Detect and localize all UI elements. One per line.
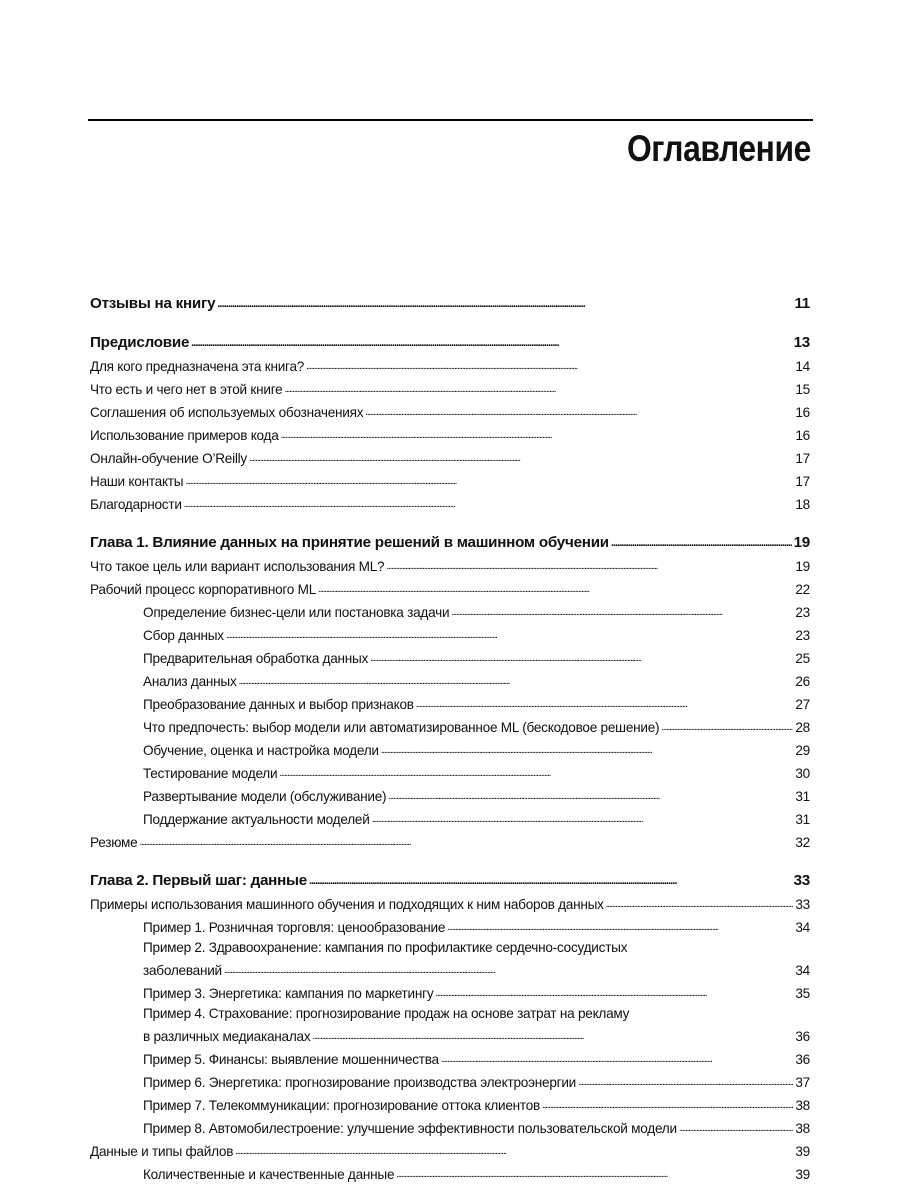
toc-page-number: 39 <box>795 1144 810 1159</box>
toc-entry-title: Отзывы на книгу <box>90 295 216 312</box>
dot-leader <box>279 761 793 784</box>
toc-page-number: 27 <box>795 697 810 712</box>
toc-page-number: 31 <box>795 812 810 827</box>
section-gap <box>90 315 810 331</box>
table-of-contents <box>90 292 810 1185</box>
toc-entry-title: Примеры использования машинного обучения и подходящих к ним наборов данных <box>90 897 604 912</box>
toc-entry-title: Пример 5. Финансы: выявление мошенничества <box>143 1052 439 1067</box>
dot-leader <box>542 1093 793 1116</box>
toc-subentry[interactable] <box>90 981 810 1004</box>
toc-entry[interactable] <box>90 423 810 446</box>
toc-subentry[interactable] <box>90 646 810 669</box>
dot-leader <box>284 377 793 400</box>
dot-leader <box>224 958 793 981</box>
dot-leader <box>386 554 793 577</box>
toc-page-number: 36 <box>795 1029 810 1044</box>
toc-page-number: 26 <box>795 674 810 689</box>
toc-entry[interactable] <box>90 492 810 515</box>
dot-leader <box>388 784 793 807</box>
toc-page-number: 36 <box>795 1052 810 1067</box>
toc-entry[interactable] <box>90 554 810 577</box>
dot-leader <box>312 1024 793 1047</box>
toc-entry[interactable] <box>90 830 810 853</box>
dot-leader <box>249 446 793 469</box>
toc-entry-title: Для кого предназначена эта книга? <box>90 359 305 374</box>
page-title: Оглавление <box>627 128 811 169</box>
toc-page-number: 16 <box>795 405 810 420</box>
toc-page-number: 18 <box>795 497 810 512</box>
toc-entry[interactable] <box>90 1139 810 1162</box>
toc-page-number: 23 <box>795 605 810 620</box>
dot-leader <box>239 669 794 692</box>
dot-leader <box>396 1162 793 1185</box>
dot-leader <box>661 715 793 738</box>
toc-subentry[interactable] <box>90 958 810 981</box>
toc-entry-title: Предварительная обработка данных <box>143 651 369 666</box>
toc-page-number: 14 <box>795 359 810 374</box>
toc-entry[interactable] <box>90 577 810 600</box>
toc-entry-title-line1: Пример 4. Страхование: прогнозирование продаж на основе затрат на рекламу <box>143 1006 630 1021</box>
dot-leader <box>447 915 793 938</box>
toc-page-number: 11 <box>794 295 810 312</box>
dot-leader <box>606 892 794 915</box>
toc-entry[interactable] <box>90 892 810 915</box>
toc-subentry[interactable] <box>90 600 810 623</box>
toc-page-number: 31 <box>795 789 810 804</box>
toc-page-number: 32 <box>795 835 810 850</box>
toc-entry[interactable] <box>90 469 810 492</box>
toc-page-number: 22 <box>795 582 810 597</box>
top-rule <box>88 119 813 121</box>
toc-entry-title: Преобразование данных и выбор признаков <box>143 697 414 712</box>
toc-entry-title: Рабочий процесс корпоративного ML <box>90 582 317 597</box>
toc-subentry[interactable] <box>90 761 810 784</box>
toc-entry-title: Пример 8. Автомобилестроение: улучшение эффективности пользовательской модели <box>143 1121 677 1136</box>
toc-entry[interactable] <box>90 377 810 400</box>
toc-page-number: 33 <box>795 897 810 912</box>
toc-entry[interactable] <box>90 400 810 423</box>
dot-leader <box>281 423 794 446</box>
dot-leader <box>611 531 792 554</box>
toc-page-number: 34 <box>795 920 810 935</box>
toc-subentry[interactable] <box>90 1116 810 1139</box>
toc-page-number: 17 <box>795 451 810 466</box>
toc-subentry[interactable] <box>90 623 810 646</box>
toc-subentry[interactable] <box>90 715 810 738</box>
toc-page-number: 39 <box>795 1167 810 1182</box>
toc-subentry[interactable] <box>90 1093 810 1116</box>
toc-entry[interactable] <box>90 354 810 377</box>
dot-leader <box>679 1116 794 1139</box>
toc-entry-title: Пример 6. Энергетика: прогнозирование производства электроэнергии <box>143 1075 577 1090</box>
toc-subentry[interactable] <box>90 669 810 692</box>
toc-entry-title: Тестирование модели <box>143 766 278 781</box>
toc-subentry[interactable] <box>90 692 810 715</box>
toc-entry-title-line1: Пример 2. Здравоохранение: кампания по профилактике сердечно-сосудистых <box>143 940 628 955</box>
toc-entry-title: Развертывание модели (обслуживание) <box>143 789 387 804</box>
toc-entry-title: Пример 1. Розничная торговля: ценообразование <box>143 920 446 935</box>
toc-subentry[interactable] <box>90 784 810 807</box>
toc-entry-title: Что такое цель или вариант использования ML? <box>90 559 385 574</box>
toc-page-number: 38 <box>795 1121 810 1136</box>
toc-page-number: 30 <box>795 766 810 781</box>
dot-leader <box>451 600 793 623</box>
toc-entry-title: в различных медиаканалах <box>143 1029 311 1044</box>
toc-subentry[interactable] <box>90 1024 810 1047</box>
dot-leader <box>309 869 792 892</box>
toc-entry-title: Глава 1. Влияние данных на принятие решений в машинном обучении <box>90 534 609 551</box>
section-gap <box>90 853 810 869</box>
dot-leader <box>226 623 794 646</box>
dot-leader <box>318 577 793 600</box>
toc-entry-title: Поддержание актуальности моделей <box>143 812 370 827</box>
toc-entry-title: Резюме <box>90 835 138 850</box>
dot-leader <box>191 331 791 354</box>
toc-page-number: 38 <box>795 1098 810 1113</box>
dot-leader <box>381 738 794 761</box>
toc-chapter[interactable] <box>90 331 810 354</box>
toc-subentry[interactable] <box>90 1047 810 1070</box>
toc-entry-first-line <box>90 1004 810 1024</box>
dot-leader <box>365 400 793 423</box>
toc-page-number: 16 <box>795 428 810 443</box>
toc-entry-title: Данные и типы файлов <box>90 1144 234 1159</box>
toc-entry-title: Глава 2. Первый шаг: данные <box>90 872 307 889</box>
toc-entry-title: Предисловие <box>90 334 190 351</box>
dot-leader <box>370 646 793 669</box>
toc-entry-title: Обучение, оценка и настройка модели <box>143 743 379 758</box>
toc-entry-title: Сбор данных <box>143 628 224 643</box>
toc-subentry[interactable] <box>90 807 810 830</box>
toc-page-number: 17 <box>795 474 810 489</box>
toc-entry-title: заболеваний <box>143 963 222 978</box>
toc-page-number: 34 <box>795 963 810 978</box>
toc-subentry[interactable] <box>90 738 810 761</box>
toc-entry-title: Анализ данных <box>143 674 237 689</box>
toc-entry-title: Наши контакты <box>90 474 184 489</box>
dot-leader <box>235 1139 793 1162</box>
toc-entry-title: Что предпочесть: выбор модели или автоматизированное ML (бескодовое решение) <box>143 720 660 735</box>
toc-entry-title: Онлайн-обучение O’Reilly <box>90 451 247 466</box>
toc-page-number: 33 <box>793 872 810 889</box>
toc-chapter[interactable] <box>90 292 810 315</box>
dot-leader <box>435 981 793 1004</box>
dot-leader <box>416 692 794 715</box>
toc-page-number: 35 <box>795 986 810 1001</box>
toc-page-number: 25 <box>795 651 810 666</box>
toc-entry-title: Определение бизнес-цели или постановка задачи <box>143 605 450 620</box>
toc-entry-title: Пример 3. Энергетика: кампания по маркетингу <box>143 986 434 1001</box>
section-gap <box>90 515 810 531</box>
toc-entry-title: Пример 7. Телекоммуникации: прогнозирование оттока клиентов <box>143 1098 541 1113</box>
toc-page-number: 23 <box>795 628 810 643</box>
dot-leader <box>578 1070 793 1093</box>
toc-entry-title: Использование примеров кода <box>90 428 279 443</box>
toc-page-number: 15 <box>795 382 810 397</box>
toc-page-number: 19 <box>795 559 810 574</box>
toc-page-number: 37 <box>795 1075 810 1090</box>
toc-subentry[interactable] <box>90 1162 810 1185</box>
toc-subentry[interactable] <box>90 1070 810 1093</box>
toc-page-number: 19 <box>793 534 810 551</box>
dot-leader <box>372 807 794 830</box>
toc-entry[interactable] <box>90 446 810 469</box>
dot-leader <box>441 1047 794 1070</box>
toc-entry-title: Благодарности <box>90 497 182 512</box>
toc-page-number: 13 <box>793 334 810 351</box>
dot-leader <box>139 830 793 853</box>
toc-entry-title: Соглашения об используемых обозначениях <box>90 405 364 420</box>
toc-page-number: 29 <box>795 743 810 758</box>
toc-entry-title: Что есть и чего нет в этой книге <box>90 382 283 397</box>
dot-leader <box>185 469 793 492</box>
toc-chapter[interactable] <box>90 869 810 892</box>
toc-subentry[interactable] <box>90 915 810 938</box>
toc-entry-first-line <box>90 938 810 958</box>
toc-chapter[interactable] <box>90 531 810 554</box>
toc-page-number: 28 <box>795 720 810 735</box>
dot-leader <box>184 492 794 515</box>
dot-leader <box>217 292 792 315</box>
dot-leader <box>306 354 793 377</box>
toc-entry-title: Количественные и качественные данные <box>143 1167 395 1182</box>
